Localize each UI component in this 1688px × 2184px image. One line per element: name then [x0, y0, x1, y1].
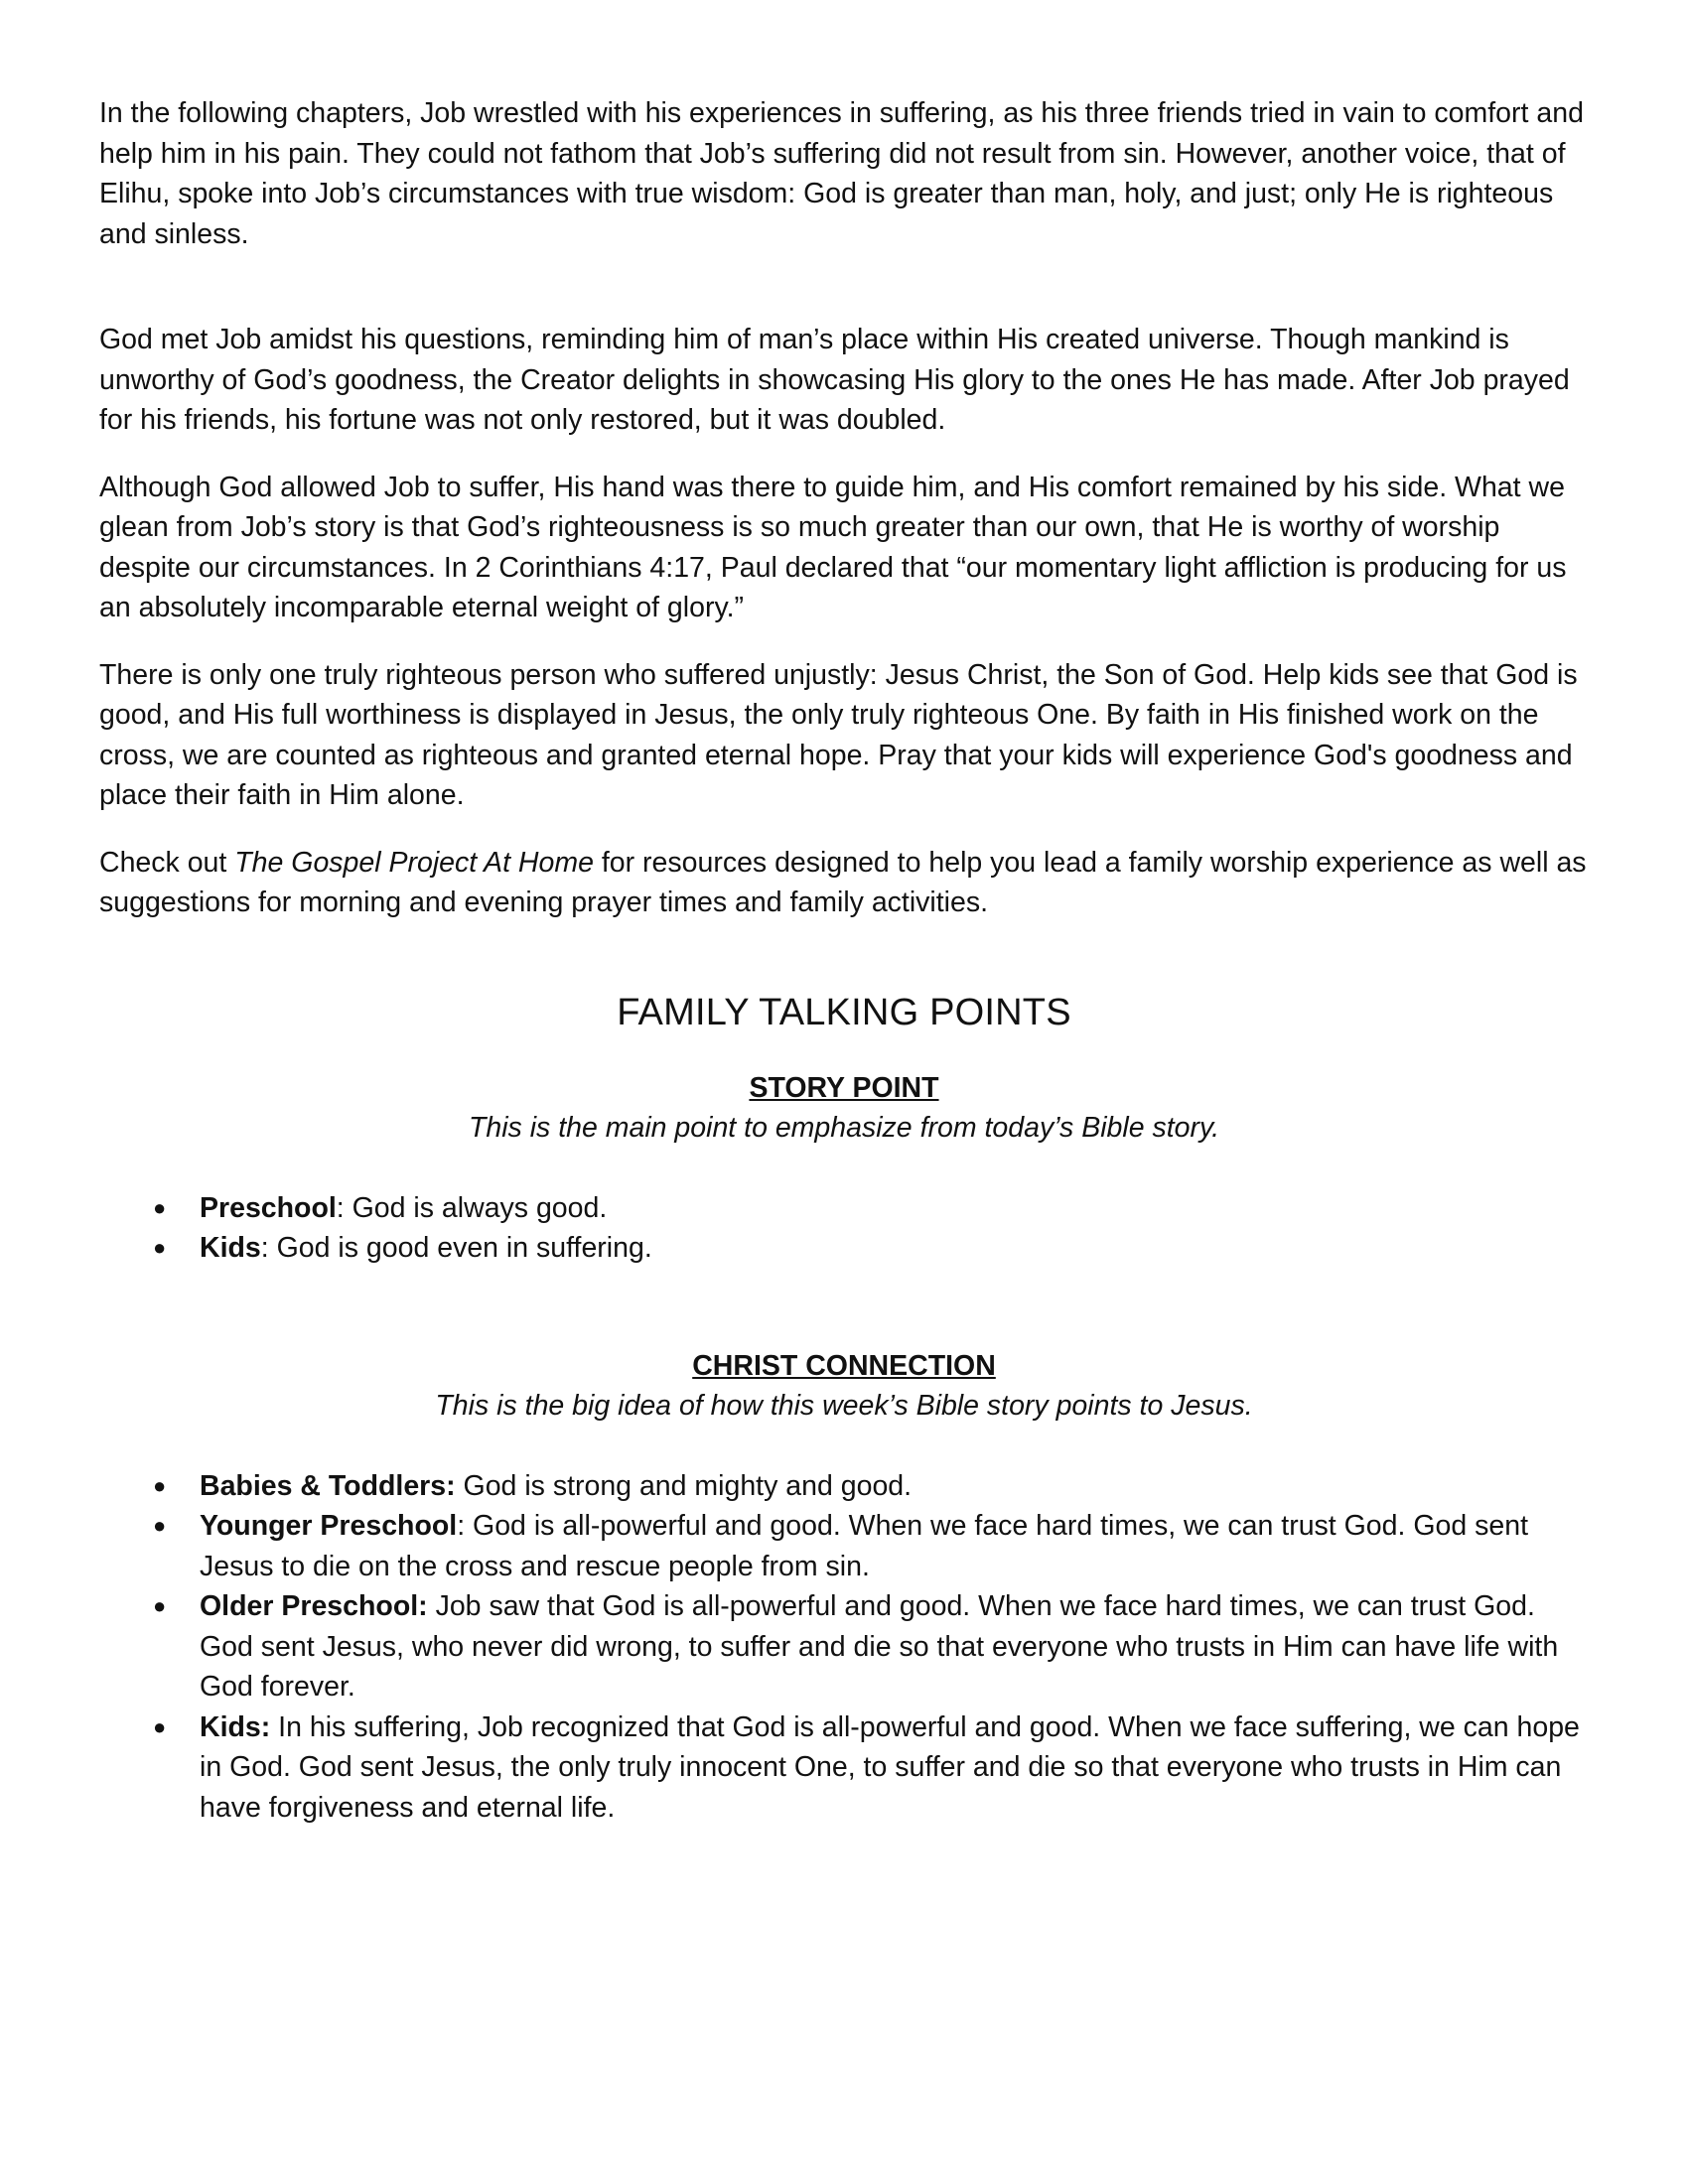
item-text: God is all-powerful and good. When we face hard times, we can trust God. God sent Jesus to die on the cross and rescue people from sin.: [200, 1510, 1528, 1582]
item-text: Job saw that God is all-powerful and good. When we face hard times, we can trust God. God sent Jesus, who never did wrong, to suffer and die so that everyone who trusts in Him can have life with God forever.: [200, 1590, 1559, 1703]
list-item: [99, 1586, 1589, 1707]
item-text: God is always good.: [344, 1191, 608, 1224]
resource-text-before: Check out: [99, 846, 235, 879]
intro-paragraph-1: In the following chapters, Job wrestled with his experiences in suffering, as his three friends tried in vain to comfort and help him in his pain. They could not fathom that Job’s suffering did not result from sin. However, another voice, that of Elihu, spoke into Job’s circumstances with true wisdom: God is greater than man, holy, and just; only He is righteous and sinless.: [99, 97, 1584, 250]
list-item: [99, 1506, 1589, 1586]
resource-paragraph: [99, 843, 1589, 923]
intro-paragraph-3: Although God allowed Job to suffer, His hand was there to guide him, and His comfort remained by his side. What we glean from Job’s story is that God’s righteousness is so much greater than our own, that He is worthy of worship despite our circumstances. In 2 Corinthians 4:17, Paul declared that “our momentary light affliction is producing for us an absolutely incomparable eternal weight of glory.”: [99, 471, 1567, 623]
item-label: Kids: [200, 1232, 261, 1264]
story-point-description: This is the main point to emphasize from today’s Bible story.: [468, 1112, 1220, 1144]
item-label: Kids:: [200, 1710, 271, 1743]
bullet-icon: ●: [153, 1513, 167, 1538]
bullet-icon: ●: [153, 1194, 167, 1220]
item-label: Younger Preschool: [200, 1510, 458, 1542]
story-point-list: [99, 1188, 1589, 1269]
item-text: In his suffering, Job recognized that God is all-powerful and good. When we face suffering, we can hope in God. God sent Jesus, the only truly innocent One, to suffer and die so that everyone who trusts in Him can have forgiveness and eternal life.: [200, 1710, 1580, 1824]
item-text: God is strong and mighty and good.: [455, 1469, 913, 1502]
christ-connection-list: [99, 1466, 1589, 1829]
item-separator: :: [260, 1232, 269, 1264]
intro-paragraph-2: God met Job amidst his questions, reminding him of man’s place within His created universe. Though mankind is unworthy of God’s goodness, the Creator delights in showcasing His glory to the ones He has made. After Job prayed for his friends, his fortune was not only restored, but it was doubled.: [99, 324, 1570, 436]
item-label: Preschool: [200, 1191, 337, 1224]
intro-paragraph-4: There is only one truly righteous person who suffered unjustly: Jesus Christ, the Son of God. Help kids see that God is good, and His full worthiness is displayed in Jesus, the only truly righteous One. By faith in His finished work on the cross, we are counted as righteous and granted eternal hope. Pray that your kids will experience God's goodness and place their faith in Him alone.: [99, 658, 1578, 811]
bullet-icon: ●: [153, 1472, 167, 1498]
section-title: FAMILY TALKING POINTS: [617, 991, 1071, 1033]
list-item: [99, 1707, 1589, 1829]
item-label: Babies & Toddlers:: [200, 1469, 456, 1502]
bullet-icon: ●: [153, 1713, 167, 1739]
story-point-heading: STORY POINT: [749, 1071, 939, 1104]
bullet-icon: ●: [153, 1593, 167, 1618]
list-item: [99, 1188, 1589, 1229]
resource-title: The Gospel Project At Home: [234, 846, 594, 879]
christ-connection-heading: CHRIST CONNECTION: [692, 1349, 996, 1382]
list-item: [99, 1466, 1589, 1507]
item-label: Older Preschool:: [200, 1590, 428, 1622]
list-item: [99, 1228, 1589, 1269]
item-separator: :: [457, 1510, 466, 1542]
bullet-icon: ●: [153, 1235, 167, 1260]
item-separator: :: [336, 1191, 345, 1224]
resource-text-after: for resources designed to help you lead a family worship experience as well as suggestions for morning and evening prayer times and family activities.: [99, 846, 1587, 918]
document-page: [99, 93, 1589, 1828]
item-text: God is good even in suffering.: [268, 1232, 652, 1264]
christ-connection-description: This is the big idea of how this week’s Bible story points to Jesus.: [435, 1390, 1253, 1422]
